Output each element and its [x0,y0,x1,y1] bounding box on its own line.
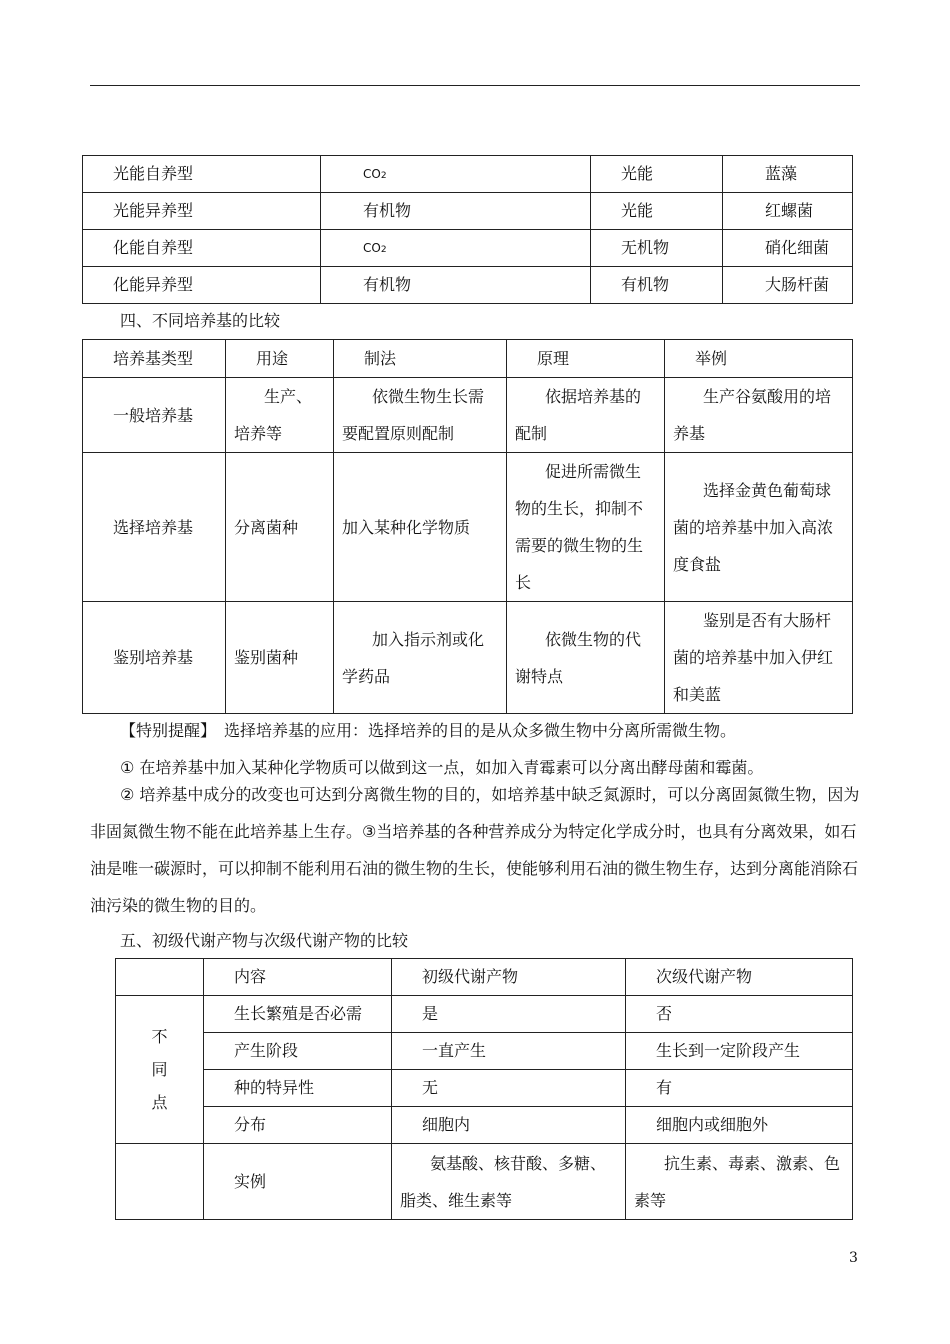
header-cell: 内容 [204,959,392,996]
section-heading-5: 五、初级代谢产物与次级代谢产物的比较 [120,931,409,950]
example-cell: 大肠杆菌 [723,267,853,304]
page-number: 3 [849,1250,858,1266]
subscript: 2 [380,244,387,255]
energy-source-cell: 有机物 [591,267,723,304]
primary-cell: 氨基酸、核苷酸、多糖、脂类、维生素等 [392,1144,626,1220]
primary-cell: 无 [392,1070,626,1107]
subscript: 2 [380,170,387,181]
carbon-source-cell [321,230,591,267]
secondary-cell: 细胞内或细胞外 [626,1107,853,1144]
header-cell [116,959,204,996]
group-label: 不同点 [151,1027,168,1112]
example-cell: 硝化细菌 [723,230,853,267]
carbon-source-cell [321,193,591,230]
primary-cell: 一直产生 [392,1033,626,1070]
group-label-cell [116,996,204,1144]
medium-use-cell: 鉴别菌种 [226,602,334,714]
header-cell: 举例 [665,340,853,378]
secondary-cell: 否 [626,996,853,1033]
secondary-cell: 抗生素、毒素、激素、色素等 [626,1144,853,1220]
carbon-source-cell [321,156,591,193]
secondary-cell: 有 [626,1070,853,1107]
primary-cell: 细胞内 [392,1107,626,1144]
nutrition-type-cell: 光能异养型 [83,193,321,230]
section-heading-4: 四、不同培养基的比较 [120,311,281,330]
medium-principle-cell: 依微生物的代谢特点 [507,602,665,714]
content-cell: 实例 [204,1144,392,1220]
energy-source-cell: 无机物 [591,230,723,267]
culture-medium-table [82,339,853,714]
medium-method-cell: 加入指示剂或化学药品 [334,602,507,714]
note-paragraph: ② 培养基中成分的改变也可达到分离微生物的目的，如培养基中缺乏氮源时，可以分离固氮微生物，因为非固氮微生物不能在此培养基上生存。③当培养基的各种营养成分为特定化学成分时，也具有分离效果，如石油是唯一碳源时，可以抑制不能利用石油的微生物的生长，使能够利用石油的微生物生存，达到分离能消除石油污染的微生物的目的。 [90,785,860,915]
medium-use-cell: 生产、培养等 [226,378,334,453]
medium-example-cell: 生产谷氨酸用的培养基 [665,378,853,453]
medium-principle-cell: 促进所需微生物的生长，抑制不需要的微生物的生长 [507,453,665,602]
header-cell: 制法 [334,340,507,378]
header-cell: 用途 [226,340,334,378]
table-row [83,193,853,230]
carbon-source-text: CO [363,166,381,181]
medium-principle-cell: 依据培养基的配制 [507,378,665,453]
medium-method-cell: 依微生物生长需要配置原则配制 [334,378,507,453]
medium-type-cell: 鉴别培养基 [83,602,226,714]
header-cell: 次级代谢产物 [626,959,853,996]
medium-example-cell: 鉴别是否有大肠杆菌的培养基中加入伊红和美蓝 [665,602,853,714]
medium-method-cell: 加入某种化学物质 [334,453,507,602]
energy-source-cell: 光能 [591,193,723,230]
primary-cell: 是 [392,996,626,1033]
header-cell: 初级代谢产物 [392,959,626,996]
nutrition-type-cell: 化能自养型 [83,230,321,267]
empty-cell [116,1144,204,1220]
energy-source-cell: 光能 [591,156,723,193]
header-cell: 原理 [507,340,665,378]
table-row [83,230,853,267]
medium-type-cell: 一般培养基 [83,378,226,453]
nutrition-type-cell: 光能自养型 [83,156,321,193]
secondary-cell: 生长到一定阶段产生 [626,1033,853,1070]
medium-type-cell: 选择培养基 [83,453,226,602]
metabolite-table [115,958,853,1220]
content-cell: 生长繁殖是否必需 [204,996,392,1033]
carbon-source-text: CO [363,240,381,255]
example-cell: 蓝藻 [723,156,853,193]
nutrition-type-cell: 化能异养型 [83,267,321,304]
note-paragraph: 【特别提醒】 选择培养基的应用：选择培养的目的是从众多微生物中分离所需微生物。 [120,721,737,740]
table-row [83,267,853,304]
carbon-source-text: 有机物 [363,201,412,220]
table-row [83,156,853,193]
carbon-source-text: 有机物 [363,275,412,294]
medium-example-cell: 选择金黄色葡萄球菌的培养基中加入高浓度食盐 [665,453,853,602]
content-cell: 产生阶段 [204,1033,392,1070]
nutrition-type-table [82,155,853,304]
carbon-source-cell [321,267,591,304]
example-cell: 红螺菌 [723,193,853,230]
header-rule [90,85,860,86]
content-cell: 种的特异性 [204,1070,392,1107]
medium-use-cell: 分离菌种 [226,453,334,602]
header-cell: 培养基类型 [83,340,226,378]
content-cell: 分布 [204,1107,392,1144]
note-paragraph: ① 在培养基中加入某种化学物质可以做到这一点，如加入青霉素可以分离出酵母菌和霉菌。 [120,758,764,777]
